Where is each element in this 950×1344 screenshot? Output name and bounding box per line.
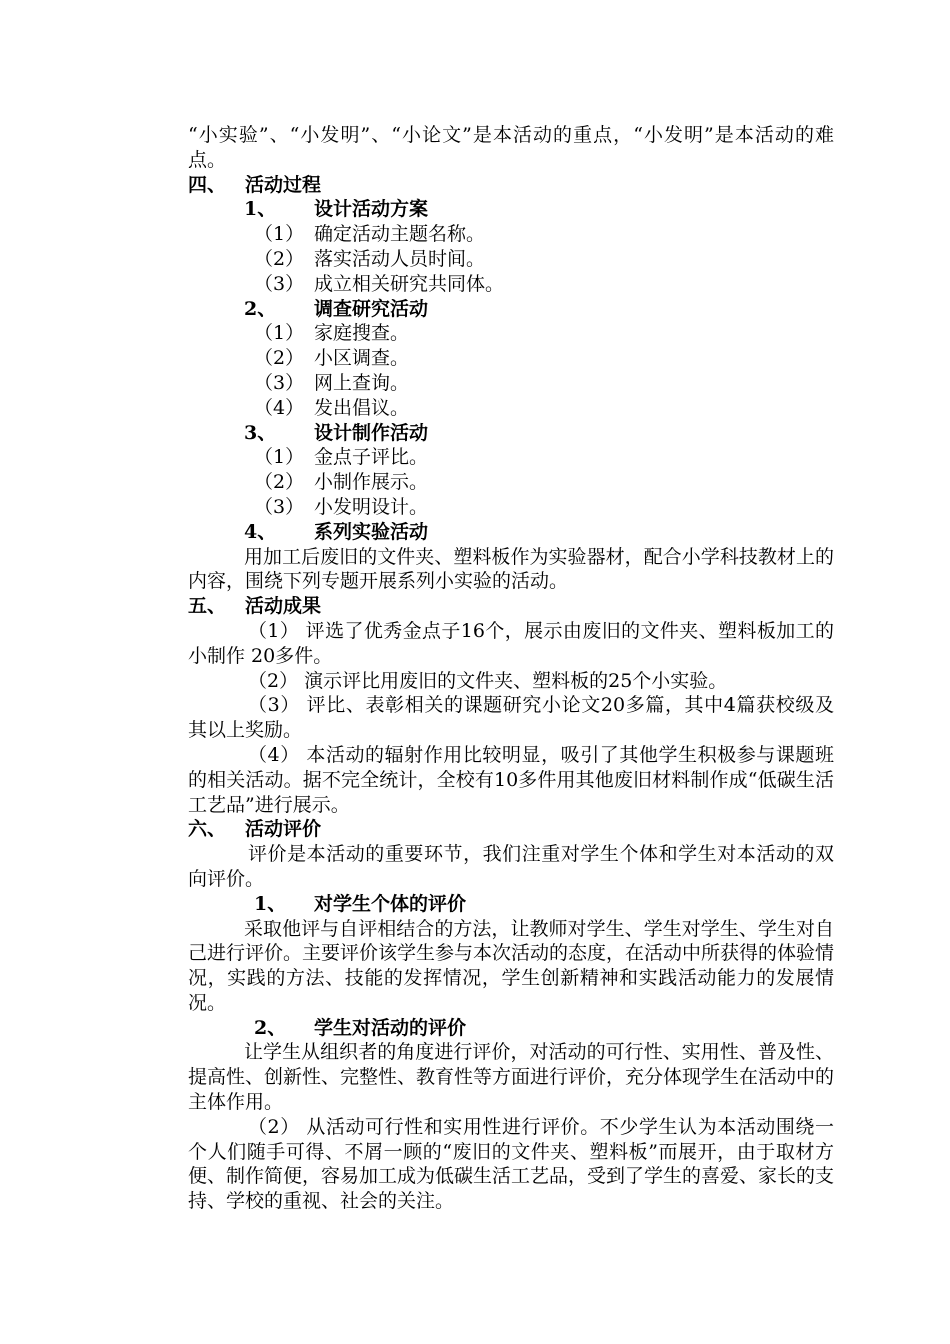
list-item — [188, 445, 834, 470]
subsection-title: 调查研究活动 — [314, 297, 429, 320]
list-item — [188, 222, 834, 247]
subsection-number: 2、 — [244, 297, 277, 320]
section-number: 五、 — [188, 595, 227, 618]
subsection-title: 对学生个体的评价 — [314, 892, 467, 915]
item-number: （3） — [254, 272, 305, 295]
item-number: （4） — [254, 396, 305, 419]
item-text: 小区调查。 — [314, 347, 410, 370]
subsection-4-4-heading — [188, 520, 834, 545]
item-text: 金点子评比。 — [314, 446, 429, 469]
subsection-4-3-heading — [188, 421, 834, 446]
item-number: （2） — [254, 347, 305, 370]
body-paragraph: 让学生从组织者的角度进行评价，对活动的可行性、实用性、普及性、提高性、创新性、完整性、教育性等方面进行评价，充分体现学生在活动中的主体作用。 — [188, 1041, 835, 1114]
section-6-heading — [188, 817, 834, 842]
item-text: 小制作展示。 — [314, 471, 429, 494]
subsection-6-1-heading — [188, 892, 834, 917]
item-text: 落实活动人员时间。 — [314, 247, 486, 270]
item-number: （3） — [254, 371, 305, 394]
subsection-title: 设计制作活动 — [314, 421, 429, 444]
result-item: （1） 评选了优秀金点子16个，展示由废旧的文件夹、塑料板加工的小制作 20多件。 — [188, 619, 834, 667]
item-number: （1） — [254, 446, 305, 469]
body-paragraph: 用加工后废旧的文件夹、塑料板作为实验器材，配合小学科技教材上的内容，围绕下列专题开展系列小实验的活动。 — [188, 545, 834, 593]
subsection-title: 学生对活动的评价 — [314, 1016, 467, 1039]
subsection-number: 3、 — [244, 421, 277, 444]
body-paragraph: 评价是本活动的重要环节，我们注重对学生个体和学生对本活动的双向评价。 — [188, 843, 834, 890]
subsection-4-2-heading — [188, 297, 834, 322]
item-number: （2） — [254, 247, 305, 270]
document-page — [188, 123, 834, 1214]
subsection-4-1-heading — [188, 197, 834, 222]
list-item — [188, 495, 834, 520]
item-number: （1） — [254, 322, 305, 345]
body-paragraph: 采取他评与自评相结合的方法，让教师对学生、学生对学生、学生对自己进行评价。主要评价该学生参与本次活动的态度，在活动中所获得的体验情况，实践的方法、技能的发挥情况，学生创新精神和实践活动能力的发展情况。 — [188, 917, 835, 1014]
list-item — [188, 321, 834, 346]
item-text: 成立相关研究共同体。 — [314, 272, 505, 295]
subsection-title: 设计活动方案 — [314, 198, 429, 221]
item-number: （3） — [254, 495, 305, 518]
item-text: 家庭搜查。 — [314, 322, 410, 345]
body-paragraph: （2） 从活动可行性和实用性进行评价。不少学生认为本活动围绕一个人们随手可得、不屑一顾的“废旧的文件夹、塑料板”而展开，由于取材方便、制作简便，容易加工成为低碳生活工艺品，受到了学生的喜爱、家长的支持、学校的重视、社会的关注。 — [188, 1115, 835, 1213]
result-item: （3） 评比、表彰相关的课题研究小论文20多篇，其中4篇获校级及其以上奖励。 — [188, 694, 834, 742]
list-item — [188, 371, 834, 396]
result-item: （4） 本活动的辐射作用比较明显，吸引了其他学生积极参与课题班的相关活动。据不完全统计，全校有10多件用其他废旧材料制作成“低碳生活工艺品”进行展示。 — [188, 743, 834, 816]
item-text: 网上查询。 — [314, 371, 410, 394]
section-5-heading — [188, 594, 834, 619]
list-item — [188, 346, 834, 371]
item-number: （2） — [254, 471, 305, 494]
section-4-heading — [188, 173, 834, 198]
subsection-number: 2、 — [254, 1016, 287, 1039]
list-item — [188, 396, 834, 421]
item-number: （1） — [254, 223, 305, 246]
result-item: （2） 演示评比用废旧的文件夹、塑料板的25个小实验。 — [248, 669, 728, 692]
item-text: 发出倡议。 — [314, 396, 410, 419]
subsection-title: 系列实验活动 — [314, 520, 429, 543]
section-title: 活动成果 — [245, 595, 322, 618]
list-item — [188, 247, 834, 272]
subsection-number: 4、 — [244, 520, 277, 543]
subsection-number: 1、 — [244, 198, 277, 221]
section-title: 活动过程 — [245, 173, 322, 196]
item-text: 小发明设计。 — [314, 495, 429, 518]
subsection-number: 1、 — [254, 892, 287, 915]
subsection-6-2-heading — [188, 1016, 834, 1041]
list-item — [188, 272, 834, 297]
section-number: 六、 — [188, 818, 227, 841]
section-number: 四、 — [188, 173, 227, 196]
list-item — [188, 470, 834, 495]
section-title: 活动评价 — [245, 818, 322, 841]
intro-paragraph: “小实验”、“小发明”、“小论文”是本活动的重点，“小发明”是本活动的难点。 — [188, 124, 834, 171]
item-text: 确定活动主题名称。 — [314, 223, 486, 246]
